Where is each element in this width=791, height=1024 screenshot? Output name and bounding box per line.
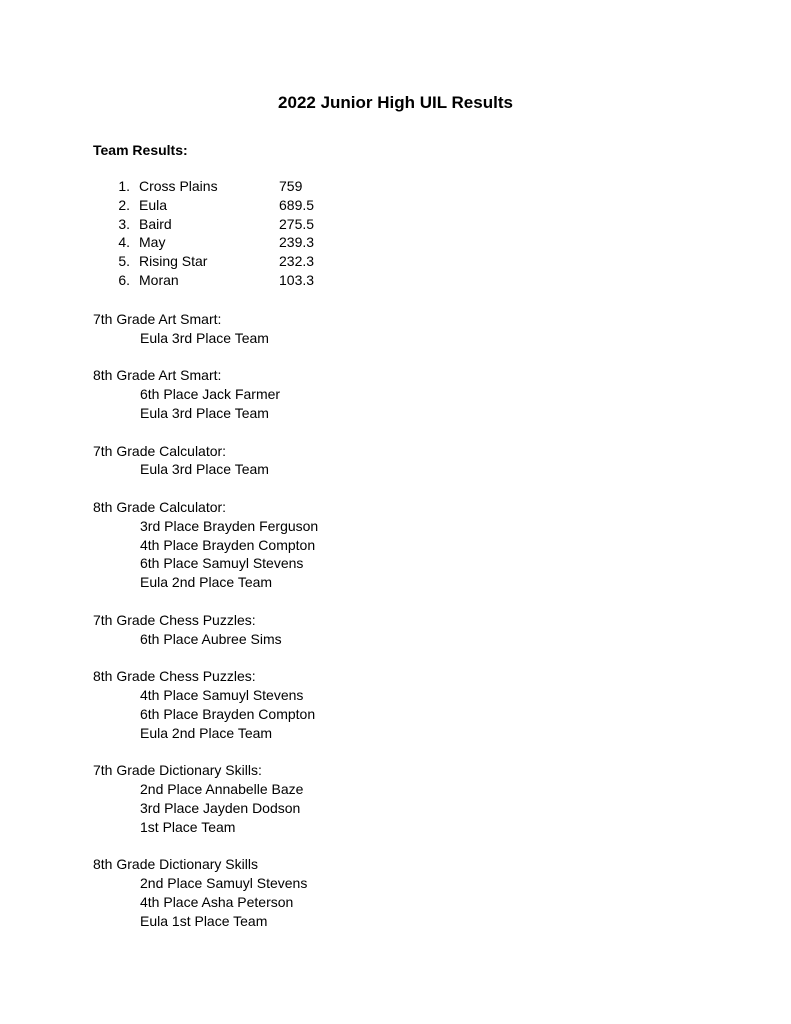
team-score: 103.3 xyxy=(279,271,315,288)
event-result: Eula 2nd Place Team xyxy=(140,574,273,591)
event-result: 4th Place Samuyl Stevens xyxy=(140,686,304,703)
event-result: 3rd Place Jayden Dodson xyxy=(140,799,301,816)
event-heading: 8th Grade Dictionary Skills xyxy=(93,856,258,873)
event-result: 6th Place Brayden Compton xyxy=(140,705,316,722)
event-section xyxy=(0,366,791,422)
event-section xyxy=(0,310,791,348)
event-result: Eula 3rd Place Team xyxy=(140,404,269,421)
team-school: Cross Plains xyxy=(139,178,218,194)
team-results-heading: Team Results: xyxy=(93,142,188,158)
team-result-row xyxy=(0,271,791,290)
team-result-row xyxy=(0,233,791,252)
team-rank: 2. xyxy=(118,196,130,213)
event-result: 6th Place Aubree Sims xyxy=(140,630,282,647)
event-result: 2nd Place Samuyl Stevens xyxy=(140,874,308,891)
team-result-row xyxy=(0,177,791,196)
event-result: 2nd Place Annabelle Baze xyxy=(140,780,304,797)
team-score: 239.3 xyxy=(279,234,315,251)
event-heading: 7th Grade Chess Puzzles: xyxy=(93,611,256,628)
event-section xyxy=(0,667,791,742)
event-section xyxy=(0,498,791,592)
event-result: 4th Place Asha Peterson xyxy=(140,893,294,910)
event-result: 3rd Place Brayden Ferguson xyxy=(140,517,319,534)
team-rank: 4. xyxy=(118,234,130,251)
team-rank: 3. xyxy=(118,215,130,232)
event-result: Eula 3rd Place Team xyxy=(140,461,269,478)
team-school: Rising Star xyxy=(139,253,208,270)
event-heading: 7th Grade Calculator: xyxy=(93,442,227,459)
team-result-row xyxy=(0,196,791,215)
team-result-row xyxy=(0,215,791,234)
team-school: Baird xyxy=(139,215,172,232)
team-score: 689.5 xyxy=(279,196,315,213)
team-rank: 5. xyxy=(118,253,130,270)
team-score: 232.3 xyxy=(279,253,315,270)
event-result: Eula 3rd Place Team xyxy=(140,329,269,346)
team-score: 275.5 xyxy=(279,215,315,232)
event-heading: 8th Grade Chess Puzzles: xyxy=(93,668,256,685)
event-result: 6th Place Samuyl Stevens xyxy=(140,555,304,572)
team-results-list xyxy=(0,177,791,290)
event-section xyxy=(0,611,791,649)
team-school: Eula xyxy=(139,196,168,213)
team-rank: 1. xyxy=(118,178,130,194)
event-result: 1st Place Team xyxy=(140,818,236,835)
event-section xyxy=(0,442,791,480)
event-result: 4th Place Brayden Compton xyxy=(140,536,316,553)
event-heading: 8th Grade Calculator: xyxy=(93,498,227,515)
document-title: 2022 Junior High UIL Results xyxy=(278,93,513,112)
team-school: Moran xyxy=(139,271,179,288)
team-score: 759 xyxy=(279,178,303,194)
event-section xyxy=(0,855,791,930)
event-heading: 8th Grade Art Smart: xyxy=(93,367,222,384)
event-heading: 7th Grade Dictionary Skills: xyxy=(93,762,262,779)
event-result: Eula 2nd Place Team xyxy=(140,724,273,741)
event-heading: 7th Grade Art Smart: xyxy=(93,311,222,327)
event-result: Eula 1st Place Team xyxy=(140,912,268,929)
event-result: 6th Place Jack Farmer xyxy=(140,386,281,403)
team-rank: 6. xyxy=(118,271,130,288)
team-result-row xyxy=(0,252,791,271)
team-school: May xyxy=(139,234,166,251)
event-section xyxy=(0,761,791,836)
event-results xyxy=(0,310,791,949)
